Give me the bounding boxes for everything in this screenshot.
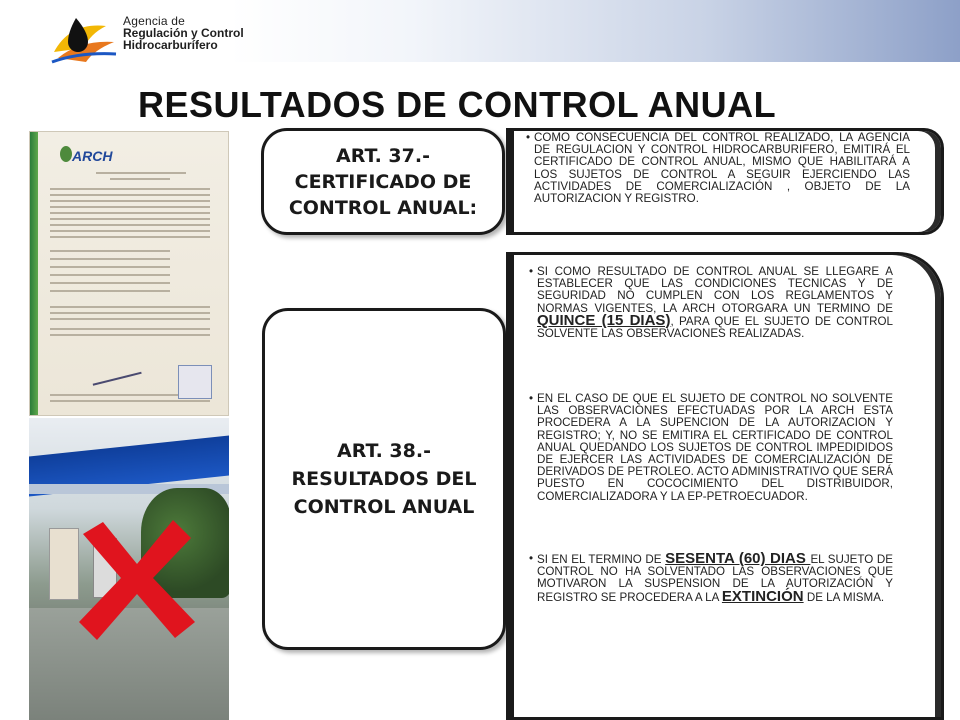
art-38-box: [262, 308, 506, 650]
art-37-bullet: [526, 131, 910, 206]
bullet-dot: •: [529, 265, 534, 278]
certificate-line: [50, 206, 210, 208]
certificate-line: [50, 224, 210, 226]
art-37-box: [261, 128, 505, 235]
agency-line-2: Regulación y Control: [123, 26, 244, 40]
certificate-brand: ARCH: [72, 148, 113, 164]
bullet-1-text-post: , PARA QUE EL SUJETO DE CONTROL SOLVENTE LAS OBSERVACIONES REALIZADAS.: [537, 314, 893, 341]
certificate-line: [50, 306, 210, 308]
art-37-title-1: CERTIFICADO DE: [294, 170, 472, 193]
certificate-line: [110, 178, 170, 180]
certificate-stamp-icon: [178, 365, 212, 399]
signature: [88, 354, 141, 386]
bullet-3-text-mid: EL SUJETO DE CONTROL NO HA SOLVENTADO LAS OBSERVACIONES QUE MOTIVARON LA SUSPENSION DE LA AUTORIZACIÓN Y REGISTRO SE PROCEDERA A LA: [537, 553, 893, 604]
page-title: RESULTADOS DE CONTROL ANUAL: [138, 84, 777, 125]
certificate-line: [96, 172, 186, 174]
art-38-number: ART. 38.-: [337, 440, 431, 462]
agency-line-3: Hidrocarburífero: [123, 38, 218, 52]
bullet-1-text-pre: SI COMO RESULTADO DE CONTROL ANUAL SE LLEGARE A ESTABLECER QUE LAS CONDICIONES TECNICAS Y DE SEGURIDAD NO CUMPLEN CON LOS REGLAMENTOS Y NORMAS VIGENTES, LA ARCH OTORGARA UN TERMINO DE: [537, 265, 893, 315]
header: [0, 0, 960, 78]
certificate-logo-icon: [60, 146, 72, 162]
certificate-line: [50, 274, 170, 276]
art-38-title-1: RESULTADOS DEL: [291, 468, 477, 490]
agency-name: [123, 15, 244, 51]
red-x-icon: [71, 514, 201, 644]
certificate-line: [50, 212, 210, 214]
certificate-line: [50, 236, 210, 238]
certificate-image: [29, 131, 229, 416]
certificate-line: [50, 200, 210, 202]
certificate-line: [50, 194, 210, 196]
gas-station-image: [29, 418, 229, 720]
certificate-line: [50, 282, 170, 284]
art-38-bullet-1: [529, 265, 893, 341]
certificate-edge: [30, 132, 38, 415]
certificate-line: [50, 328, 210, 330]
bullet-dot: •: [526, 131, 531, 144]
certificate-line: [50, 312, 210, 314]
certificate-line: [50, 230, 210, 232]
agency-line-1: Agencia de: [123, 14, 186, 28]
bullet-3-highlight-2: EXTINCIÓN: [721, 587, 804, 605]
certificate-line: [50, 318, 210, 320]
bullet-3-text-post: DE LA MISMA.: [803, 590, 885, 604]
art-37-title-2: CONTROL ANUAL:: [288, 196, 478, 219]
art-37-number: ART. 37.-: [336, 144, 430, 167]
certificate-line: [50, 266, 170, 268]
bullet-2-text: EN EL CASO DE QUE EL SUJETO DE CONTROL NO SOLVENTE LAS OBSERVACIONES EFECTUADAS POR LA ARCH ESTA PROCEDERA A LA SUPENCION DE LA AUTORIZACION Y REGISTRO; Y, NO SE EMITIRA EL CERTIFICADO DE CONTROL ANUAL QUEDANDO LOS SUJETOS DE CONTROL IMPEDIDIDOS DE EJERCER LAS ACTIVIDADES DE COMERCIALIZACIÓN DE DERIVADOS DE PETROLEO. ACTO ADMINISTRATIVO QUE SERÁ PUESTO EN COCOCIMIENTO DEL DISTRIBUIDOR, COMERCIALIZADORA Y LA EP-PETROECUADOR.: [537, 392, 893, 503]
certificate-line: [50, 258, 170, 260]
certificate-line: [50, 290, 170, 292]
art-38-title-2: CONTROL ANUAL: [293, 496, 475, 518]
arch-logo-icon: [50, 12, 118, 66]
bullet-dot: •: [529, 392, 534, 405]
bullet-1-highlight: QUINCE (15 DIAS): [537, 311, 671, 329]
certificate-line: [50, 250, 170, 252]
certificate-line: [50, 400, 210, 402]
art-38-bullet-2: [529, 392, 893, 503]
bullet-3-highlight: SESENTA (60) DIAS: [665, 550, 811, 567]
art-38-bullet-3: [529, 550, 893, 605]
certificate-line: [50, 188, 210, 190]
header-gradient-bar: [230, 0, 960, 62]
certificate-line: [50, 334, 210, 336]
art-37-bullet-text: COMO CONSECUENCIA DEL CONTROL REALIZADO, LA AGENCIA DE REGULACION Y CONTROL HIDROCARBURIFERO, EMITIRÁ EL CERTIFICADO DE CONTROL ANUAL, MISMO QUE HABILITARÁ A LOS SUJETOS DE CONTROL A SEGUIR EJERCIENDO LAS ACTIVIDADES DE COMERCIALIZACIÓN , OBJETO DE LA AUTORIZACION Y REGISTRO.: [534, 131, 910, 206]
bullet-dot: •: [529, 552, 534, 565]
bullet-3-text-pre: SI EN EL TERMINO DE: [537, 553, 666, 566]
certificate-line: [50, 218, 210, 220]
